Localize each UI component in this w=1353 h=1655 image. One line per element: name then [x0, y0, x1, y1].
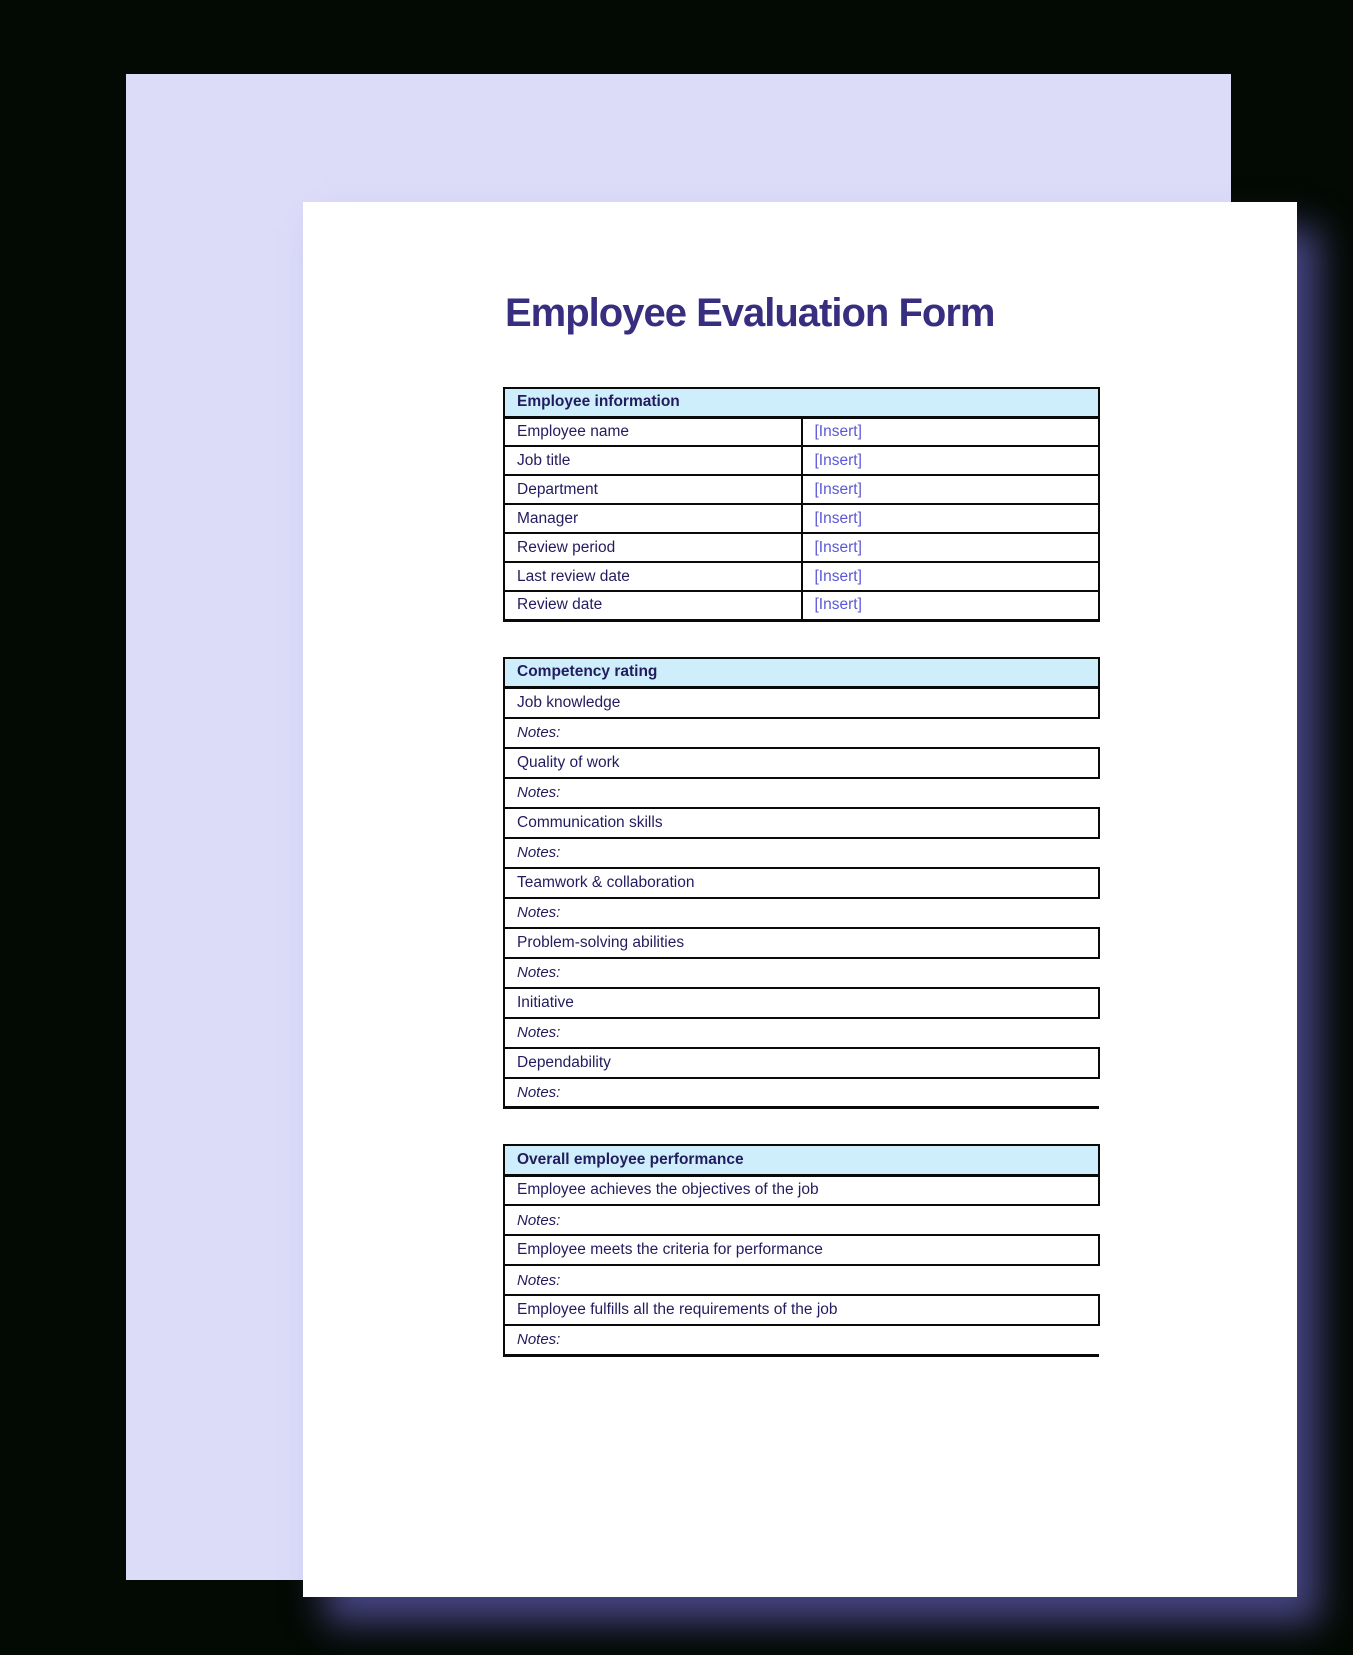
notes-field[interactable]: Notes:	[504, 958, 1099, 988]
notes-row	[504, 1325, 1099, 1355]
competency-rows	[504, 688, 1099, 1108]
notes-field[interactable]: Notes:	[504, 1018, 1099, 1048]
table-row	[504, 928, 1099, 958]
notes-row	[504, 718, 1099, 748]
insert-placeholder[interactable]: [Insert]	[802, 504, 1100, 533]
field-label: Manager	[504, 504, 802, 533]
employee-info-rows	[504, 417, 1099, 620]
table-row	[504, 808, 1099, 838]
competency-label: Employee achieves the objectives of the job	[504, 1175, 1099, 1205]
notes-row	[504, 1078, 1099, 1108]
table-row	[504, 504, 1099, 533]
notes-field[interactable]: Notes:	[504, 718, 1099, 748]
table-row	[504, 988, 1099, 1018]
competency-header-row	[504, 658, 1099, 688]
notes-field[interactable]: Notes:	[504, 838, 1099, 868]
table-row	[504, 533, 1099, 562]
notes-field[interactable]: Notes:	[504, 1205, 1099, 1235]
overall-performance-table	[503, 1144, 1100, 1357]
overall-performance-header-row	[504, 1145, 1099, 1175]
notes-row	[504, 778, 1099, 808]
competency-label: Initiative	[504, 988, 1099, 1018]
notes-field[interactable]: Notes:	[504, 1325, 1099, 1355]
section-header: Competency rating	[504, 658, 1099, 688]
table-row	[504, 688, 1099, 718]
notes-row	[504, 958, 1099, 988]
page-title: Employee Evaluation Form	[505, 291, 995, 335]
table-row	[504, 1048, 1099, 1078]
competency-label: Communication skills	[504, 808, 1099, 838]
competency-label: Job knowledge	[504, 688, 1099, 718]
insert-placeholder[interactable]: [Insert]	[802, 475, 1100, 504]
competency-label: Employee meets the criteria for performance	[504, 1235, 1099, 1265]
table-row	[504, 868, 1099, 898]
field-label: Last review date	[504, 562, 802, 591]
section-header: Employee information	[504, 388, 1099, 417]
notes-row	[504, 1265, 1099, 1295]
field-label: Review date	[504, 591, 802, 620]
table-row	[504, 1235, 1099, 1265]
page-mat	[126, 74, 1231, 1580]
field-label: Department	[504, 475, 802, 504]
notes-field[interactable]: Notes:	[504, 1078, 1099, 1108]
competency-label: Employee fulfills all the requirements of the job	[504, 1295, 1099, 1325]
notes-row	[504, 898, 1099, 928]
competency-label: Teamwork & collaboration	[504, 868, 1099, 898]
insert-placeholder[interactable]: [Insert]	[802, 446, 1100, 475]
insert-placeholder[interactable]: [Insert]	[802, 533, 1100, 562]
field-label: Review period	[504, 533, 802, 562]
field-label: Employee name	[504, 417, 802, 446]
table-row	[504, 1175, 1099, 1205]
competency-label: Quality of work	[504, 748, 1099, 778]
notes-field[interactable]: Notes:	[504, 778, 1099, 808]
competency-label: Problem-solving abilities	[504, 928, 1099, 958]
insert-placeholder[interactable]: [Insert]	[802, 562, 1100, 591]
insert-placeholder[interactable]: [Insert]	[802, 417, 1100, 446]
notes-field[interactable]: Notes:	[504, 1265, 1099, 1295]
field-label: Job title	[504, 446, 802, 475]
competency-rating-table	[503, 657, 1100, 1110]
overall-performance-rows	[504, 1175, 1099, 1355]
employee-info-table	[503, 387, 1100, 622]
notes-row	[504, 1205, 1099, 1235]
employee-info-header-row	[504, 388, 1099, 417]
table-row	[504, 446, 1099, 475]
document-page	[303, 202, 1297, 1597]
table-row	[504, 475, 1099, 504]
insert-placeholder[interactable]: [Insert]	[802, 591, 1100, 620]
table-row	[504, 748, 1099, 778]
table-row	[504, 591, 1099, 620]
table-row	[504, 562, 1099, 591]
section-header: Overall employee performance	[504, 1145, 1099, 1175]
table-row	[504, 417, 1099, 446]
table-row	[504, 1295, 1099, 1325]
notes-field[interactable]: Notes:	[504, 898, 1099, 928]
notes-row	[504, 838, 1099, 868]
notes-row	[504, 1018, 1099, 1048]
competency-label: Dependability	[504, 1048, 1099, 1078]
